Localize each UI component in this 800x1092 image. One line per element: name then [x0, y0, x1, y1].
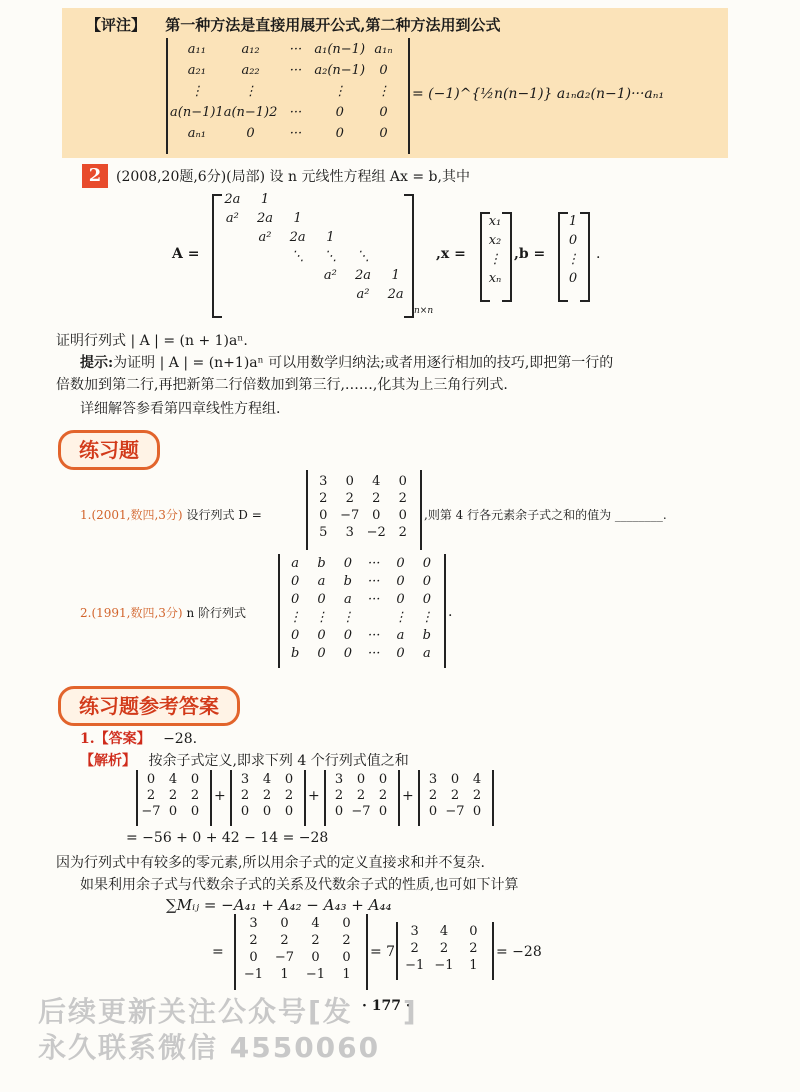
small-det-cell: −1	[434, 958, 454, 973]
sum-det-cell: −7	[141, 804, 161, 819]
q1-matrix-cell: 0	[345, 474, 354, 489]
note-matrix-cell: 0	[379, 105, 388, 120]
sum-det-cell: 3	[334, 772, 344, 787]
big-det-cell: 1	[280, 967, 289, 982]
sum-det-cell: 4	[262, 772, 272, 787]
four-determinants	[136, 770, 516, 830]
vector-x-cell: x₂	[488, 233, 502, 248]
note-matrix-cell: a₂₂	[241, 63, 260, 78]
q2-matrix-cell: 0	[422, 574, 431, 589]
small-det-matrix	[400, 924, 488, 973]
plus-sign: +	[308, 788, 320, 804]
answer1-label: 1.【答案】	[80, 731, 151, 747]
q2-matrix-cell: 0	[291, 628, 300, 643]
note-matrix-cell: a₁₂	[241, 42, 260, 57]
q1-matrix	[310, 474, 416, 540]
note-matrix-cell: a(n−1)2	[223, 105, 278, 120]
big-det-cell: 2	[311, 933, 320, 948]
matrix-A-cell	[281, 192, 314, 207]
note-matrix-cell: a₁ₙ	[374, 42, 393, 57]
alt-text: 如果利用余子式与代数余子式的关系及代数余子式的性质,也可如下计算	[80, 877, 519, 893]
sum-det-cell: 2	[168, 788, 178, 803]
matrix-A-cell	[249, 249, 282, 264]
q1-matrix-cell: 2	[372, 491, 381, 506]
q2-matrix-cell: a	[396, 628, 405, 643]
prove-statement: 证明行列式 | A | = (n + 1)aⁿ.	[56, 333, 248, 349]
matrix-A-cell	[314, 211, 347, 226]
sum-det-cell: 0	[284, 772, 294, 787]
sum-det-cell: 0	[334, 804, 344, 819]
small-det-cell: 4	[439, 924, 449, 939]
q2-matrix-cell: 0	[396, 592, 405, 607]
matrix-A-cell	[314, 287, 347, 302]
sum-det-cell: 0	[378, 772, 388, 787]
big-det-cell: −1	[243, 967, 264, 982]
sum-det-cell: 2	[190, 788, 200, 803]
q2-source: 2.(1991,数四,3分)	[80, 606, 183, 620]
q1-matrix-cell: 3	[319, 474, 328, 489]
matrix-A-cell	[347, 192, 380, 207]
matrix-A-cell: 1	[260, 192, 270, 207]
sum-determinant-matrix	[234, 772, 300, 819]
small-det-cell: 0	[469, 924, 478, 939]
small-det-cell: −1	[405, 958, 425, 973]
detail-reference: 详细解答参看第四章线性方程组.	[80, 401, 281, 417]
sum-det-cell: 0	[428, 804, 438, 819]
eq-sign: =	[212, 944, 224, 960]
small-det-cell: 1	[469, 958, 478, 973]
big-det-cell: 4	[311, 916, 320, 931]
big-det-cell: 1	[342, 967, 351, 982]
q2-matrix-cell: a	[291, 556, 300, 571]
note-matrix-cell: a₁₁	[187, 42, 206, 57]
big-det-cell: −1	[305, 967, 326, 982]
hint-line-2: 倍数加到第二行,再把新第二行倍数加到第三行,……,化其为上三角行列式.	[56, 377, 508, 393]
sum-det-cell: 2	[356, 788, 366, 803]
eq-seven: = 7	[370, 944, 396, 960]
vector-x-cell: ⋮	[488, 252, 502, 267]
matrix-A-cell	[379, 230, 412, 245]
q2-matrix-cell: ⋮	[393, 610, 407, 625]
hint-label: 提示:	[80, 355, 114, 371]
q2-matrix-cell: 0	[422, 592, 431, 607]
q1-matrix-cell: 0	[372, 508, 381, 523]
q2-matrix-cell: a	[343, 592, 352, 607]
note-matrix-cell: a₁(n−1)	[314, 42, 366, 57]
big-det-cell: 0	[311, 950, 320, 965]
note-label: 【评注】	[86, 16, 147, 34]
sum-det-cell: 0	[240, 804, 250, 819]
problem-number: 2	[82, 164, 108, 188]
q2-matrix-cell: b	[343, 574, 352, 589]
analysis-text: 按余子式定义,即求下列 4 个行列式值之和	[148, 753, 409, 769]
matrix-A-cell: 2a	[256, 211, 273, 226]
matrix-A-cell	[249, 287, 282, 302]
big-det-cell: 0	[342, 950, 351, 965]
vector-b-cell: 0	[568, 233, 578, 248]
vector-b-cell: ⋮	[566, 252, 580, 267]
sum-det-cell: 0	[190, 804, 200, 819]
q2-matrix-cell: 0	[291, 592, 300, 607]
q2-matrix-cell	[361, 610, 387, 625]
vector-x	[484, 214, 506, 286]
matrix-A-cell	[216, 230, 249, 245]
matrix-A-cell: a²	[225, 211, 239, 226]
analysis-label: 【解析】	[80, 753, 136, 769]
q2-matrix-cell: b	[317, 556, 326, 571]
vector-x-label: ,x =	[436, 246, 466, 262]
matrix-A-cell: a²	[258, 230, 272, 245]
sum-det-cell: 0	[168, 804, 178, 819]
q2-matrix-cell: 0	[343, 556, 352, 571]
sum-det-cell: 2	[334, 788, 344, 803]
big-det-cell: 0	[342, 916, 351, 931]
sum-det-cell: 0	[262, 804, 272, 819]
sum-det-cell: −7	[445, 804, 465, 819]
plus-sign: +	[402, 788, 414, 804]
sum-line: = −56 + 0 + 42 − 14 = −28	[126, 830, 329, 846]
reason-text: 因为行列式中有较多的零元素,所以用余子式的定义直接求和并不复杂.	[56, 855, 485, 871]
q2-matrix-cell: ···	[367, 628, 381, 643]
q2-matrix-cell: 0	[422, 556, 431, 571]
matrix-A-cell: 1	[326, 230, 335, 245]
watermark-line-1: 后续更新关注公众号[发 ]	[38, 995, 418, 1028]
vector-b	[562, 214, 584, 286]
q2-matrix-cell: ⋮	[420, 610, 434, 625]
note-matrix-cell: ···	[289, 105, 303, 120]
matrix-A-cell	[314, 192, 347, 207]
small-det-cell: 2	[469, 941, 478, 956]
q2-text: n 阶行列式	[186, 606, 246, 620]
note-matrix-cell: 0	[379, 63, 388, 78]
matrix-A-cell	[379, 249, 412, 264]
problem2-header: (2008,20题,6分)(局部) 设 n 元线性方程组 Ax = b,其中	[116, 169, 470, 185]
q1-matrix-cell: 2	[319, 491, 328, 506]
note-text: 第一种方法是直接用展开公式,第二种方法用到公式	[165, 16, 501, 34]
q2-matrix-cell: ⋮	[314, 610, 328, 625]
vector-b-cell: 1	[568, 214, 578, 229]
q2-matrix-cell: b	[422, 628, 431, 643]
matrix-A-cell: 2a	[289, 230, 306, 245]
sum-det-cell: −7	[351, 804, 371, 819]
q2-matrix-cell: ···	[367, 574, 381, 589]
note-matrix-cell: ···	[289, 42, 303, 57]
sum-det-cell: 0	[472, 804, 482, 819]
note-matrix-cell: ⋮	[190, 84, 204, 99]
vector-x-cell: xₙ	[488, 271, 502, 286]
big-det-cell: 0	[249, 950, 258, 965]
q1-source: 1.(2001,数四,3分)	[80, 508, 183, 522]
hint-line-1: 为证明 | A | = (n+1)aⁿ 可以用数学归纳法;或者用逐行相加的技巧,即把第一行的	[113, 355, 614, 371]
q1-matrix-cell: −7	[340, 508, 360, 523]
q1-matrix-cell: −2	[366, 525, 386, 540]
matrix-A-cell: a²	[323, 268, 337, 283]
matrix-A-cell: 1	[391, 268, 400, 283]
matrix-A-cell: ⋱	[356, 249, 370, 264]
note-matrix-cell: 0	[379, 126, 388, 141]
big-det-cell: 2	[280, 933, 289, 948]
q2-matrix-cell: 0	[317, 628, 326, 643]
q2-matrix-cell: ···	[367, 592, 381, 607]
note-matrix-cell: ···	[289, 63, 303, 78]
q1-matrix-cell: 0	[319, 508, 328, 523]
q2-matrix-cell: 0	[291, 574, 300, 589]
big-det-cell: 0	[280, 916, 289, 931]
sum-det-cell: 2	[262, 788, 272, 803]
matrix-A-cell: 1	[293, 211, 302, 226]
plus-sign: +	[214, 788, 226, 804]
sum-det-cell: 0	[146, 772, 156, 787]
note-matrix-cell: ···	[289, 126, 303, 141]
matrix-A-cell	[281, 268, 314, 283]
note-matrix-cell: 0	[335, 105, 344, 120]
matrix-A-cell	[216, 287, 249, 302]
matrix-A-cell	[379, 192, 412, 207]
big-det-matrix	[238, 916, 362, 982]
big-det-cell: 2	[249, 933, 258, 948]
q1-matrix-cell: 0	[398, 474, 407, 489]
q2-matrix-cell: 0	[396, 574, 405, 589]
sum-det-cell: 4	[168, 772, 178, 787]
matrix-A-cell: 2a	[354, 268, 371, 283]
matrix-A-cell	[379, 211, 412, 226]
note-matrix-cell: 0	[335, 126, 344, 141]
sum-determinant-matrix	[140, 772, 206, 819]
matrix-A-cell	[347, 230, 380, 245]
matrix-A-cell	[216, 268, 249, 283]
matrix-A-subscript: n×n	[414, 306, 434, 316]
q1-text: 设行列式 D =	[186, 508, 262, 522]
q2-matrix-cell: 0	[343, 628, 352, 643]
page-number: · 177 ·	[362, 998, 411, 1014]
vector-x-cell: x₁	[488, 214, 502, 229]
note-matrix-cell: aₙ₁	[187, 126, 206, 141]
sum-det-cell: 3	[240, 772, 250, 787]
sum-det-cell: 0	[450, 772, 460, 787]
sum-determinant-matrix	[422, 772, 488, 819]
sum-det-cell: 2	[146, 788, 156, 803]
note-header	[86, 14, 500, 35]
watermark-line-2: 永久联系微信 4550060	[38, 1031, 381, 1064]
note-matrix-cell: 0	[246, 126, 255, 141]
note-matrix-cell: a₂(n−1)	[314, 63, 366, 78]
sum-det-cell: 0	[356, 772, 366, 787]
sum-det-cell: 0	[190, 772, 200, 787]
matrix-A	[216, 192, 412, 302]
note-matrix-cell: a₂₁	[187, 63, 206, 78]
q2-matrix	[282, 556, 440, 661]
sum-determinant-matrix	[328, 772, 394, 819]
q2-matrix-cell: a	[317, 574, 326, 589]
note-matrix-cell	[277, 84, 314, 99]
q1-matrix-cell: 0	[398, 508, 407, 523]
q2-matrix-cell: ···	[367, 556, 381, 571]
matrix-A-cell: 2a	[387, 287, 404, 302]
big-det-cell: 2	[342, 933, 351, 948]
note-matrix	[170, 42, 402, 141]
q2-matrix-cell: 0	[343, 646, 352, 661]
q1-matrix-cell: 2	[345, 491, 354, 506]
q2-matrix-cell: a	[422, 646, 431, 661]
answers-title: 练习题参考答案	[58, 686, 240, 726]
small-det-cell: 2	[439, 941, 449, 956]
matrix-A-cell: ⋱	[323, 249, 337, 264]
small-det-cell: 3	[410, 924, 419, 939]
q1-matrix-cell: 5	[319, 525, 328, 540]
q2-matrix-cell: 0	[396, 646, 405, 661]
vector-b-cell: 0	[568, 271, 578, 286]
q2-suffix: .	[448, 604, 453, 620]
q2-matrix-cell: 0	[317, 646, 326, 661]
sum-det-cell: 2	[378, 788, 388, 803]
q2-matrix-cell: b	[291, 646, 300, 661]
sum-det-cell: 2	[428, 788, 438, 803]
matrix-A-cell: a²	[356, 287, 370, 302]
q2-matrix-cell: ⋮	[341, 610, 355, 625]
note-matrix-cell: ⋮	[333, 84, 347, 99]
sum-det-cell: 2	[240, 788, 250, 803]
big-det-cell: 3	[249, 916, 258, 931]
matrix-A-cell: ⋱	[291, 249, 305, 264]
sum-det-cell: 2	[450, 788, 460, 803]
q2-matrix-cell: 0	[317, 592, 326, 607]
sum-det-cell: 2	[472, 788, 482, 803]
answer1-value: −28.	[163, 731, 198, 747]
big-det-cell: −7	[274, 950, 295, 965]
sum-det-cell: 0	[378, 804, 388, 819]
note-matrix-cell: ⋮	[244, 84, 258, 99]
final-result: = −28	[496, 944, 542, 960]
sum-det-cell: 0	[284, 804, 294, 819]
q2-matrix-cell: ⋮	[288, 610, 302, 625]
q2-matrix-cell: 0	[396, 556, 405, 571]
note-matrix-cell: a(n−1)1	[170, 105, 224, 120]
sigma-line: ∑Mᵢⱼ = −A₄₁ + A₄₂ − A₄₃ + A₄₄	[166, 896, 392, 914]
matrix-A-cell: 2a	[224, 192, 241, 207]
exercises-title: 练习题	[58, 430, 160, 470]
q1-matrix-cell: 4	[372, 474, 381, 489]
sum-det-cell: 3	[428, 772, 438, 787]
note-matrix-cell: ⋮	[377, 84, 391, 99]
sum-det-cell: 2	[284, 788, 294, 803]
note-result: = (−1)^{½n(n−1)} a₁ₙa₂(n−1)···aₙ₁	[412, 86, 665, 102]
q1-matrix-cell: 2	[398, 525, 407, 540]
matrix-A-cell	[281, 287, 314, 302]
q1-suffix: ,则第 4 行各元素余子式之和的值为 ________.	[424, 508, 667, 522]
small-det-cell: 2	[410, 941, 419, 956]
matrix-A-cell	[347, 211, 380, 226]
matrix-A-cell	[249, 268, 282, 283]
matrix-A-label: A =	[172, 246, 200, 262]
sum-det-cell: 4	[472, 772, 482, 787]
q1-matrix-cell: 3	[345, 525, 354, 540]
period: .	[596, 246, 601, 262]
vector-b-label: ,b =	[514, 246, 546, 262]
q1-matrix-cell: 2	[398, 491, 407, 506]
q2-matrix-cell: ···	[367, 646, 381, 661]
matrix-A-cell	[216, 249, 249, 264]
